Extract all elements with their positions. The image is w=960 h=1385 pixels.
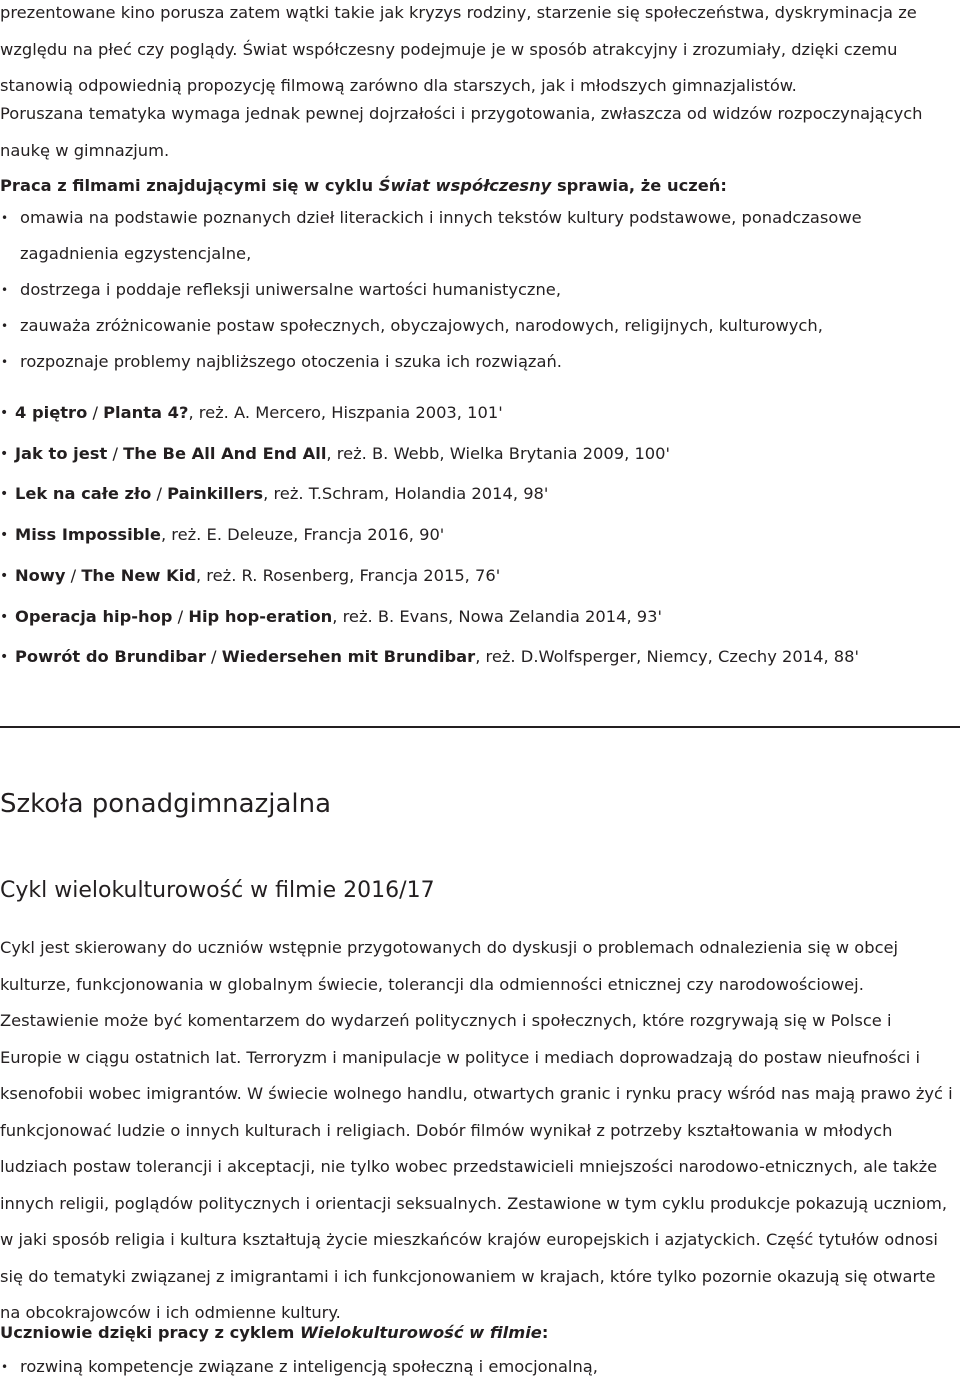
outcomes-lead-text: Praca z filmami znajdującymi się w cyklu [0,176,379,195]
list-item: • rozpoznaje problemy najbliższego otoczenia i szuka ich rozwiązań. [0,344,958,380]
film-list [0,393,958,678]
film-details: , reż. E. Deleuze, Francja 2016, 90' [160,525,445,545]
section-divider [0,726,960,728]
outcomes-list [0,200,958,380]
cycle-lead-text: Uczniowie dzięki pracy z cyklem [0,1323,300,1342]
film-details: , reż. B. Evans, Nowa Zelandia 2014, 93' [332,606,662,626]
list-item: • omawia na podstawie poznanych dzieł literackich i innych tekstów kultury podstawowe, ponadczasowe zagadnienia egzystencjalne, [0,200,958,272]
list-item: • zauważa zróżnicowanie postaw społecznych, obyczajowych, narodowych, religijnych, kulturowych, [0,308,958,344]
title-separator: / [107,443,124,463]
film-title: Operacja hip-hop [15,606,173,626]
intro-paragraph-2: Poruszana tematyka wymaga jednak pewnej dojrzałości i przygotowania, zwłaszcza od widzów rozpoczynających naukę w gimnazjum. [0,104,923,160]
cycle-name: Świat współczesny [378,176,552,195]
film-original-title: Wiedersehen mit Brundibar [221,647,476,667]
title-separator: / [65,565,82,585]
list-item: • rozwiną kompetencje związane z inteligencją społeczną i emocjonalną, [0,1349,958,1385]
outcomes-lead [0,168,727,204]
film-original-title: Planta 4? [103,403,189,422]
title-separator: / [172,606,189,626]
film-item [0,515,958,556]
cycle-description: Cykl jest skierowany do uczniów wstępnie przygotowanych do dyskusji o problemach odnalezienia się w obcej kulturze, funkcjonowania w globalnym świecie, tolerancji dla odmienności etnicznej czy narodowościowej. Zestawienie może być komentarzem do wydarzeń politycznych i społecznych, które rozgrywają się w Polsce i Europie w ciągu ostatnich lat. Terroryzm i manipulacje w polityce i mediach doprowadzają do postaw nieufności i ksenofobii wobec imigrantów. W świecie wolnego handlu, otwartych granic i rynku pracy wśród nas mają prawo żyć i funkcjonować ludzie o innych kulturach i religiach. Dobór filmów wynikał z potrzeby kształtowania w młodych ludziach postaw tolerancji i akceptacji, nie tylko wobec przedstawicieli mniejszości narodowo-etnicznych, ale także innych religii, poglądów politycznych i orientacji seksualnych. Zestawione w tym cyklu produkcje pokazują uczniom, w jaki sposób religia i kultura kształtują życie mieszkańców krajów europejskich i azjatyckich. Część tytułów odnosi się do tematyki związanej z imigrantami i ich funkcjonowaniem w krajach, które tylko pozornie okazują się otwarte na obcokrajowców i ich odmienne kultury. [0,938,953,1322]
film-title: Nowy [15,565,66,585]
film-details: , reż. A. Mercero, Hiszpania 2003, 101' [188,403,503,422]
cycle-lead-tail: : [541,1323,549,1342]
film-item [0,597,958,638]
outcomes-lead-tail: sprawia, że uczeń: [551,176,727,195]
film-original-title: Painkillers [167,484,264,504]
film-details: , reż. D.Wolfsperger, Niemcy, Czechy 2014, 88' [475,647,860,667]
film-details: , reż. T.Schram, Holandia 2014, 98' [263,484,549,504]
film-title: Powrót do Brundibar [15,647,206,667]
film-item [0,474,958,515]
cycle-name: Wielokulturowość w filmie [299,1323,542,1342]
title-separator: / [205,647,222,667]
film-original-title: The Be All And End All [123,443,327,463]
intro-paragraph-1: prezentowane kino porusza zatem wątki takie jak kryzys rodziny, starzenie się społeczeństwa, dyskryminacja ze względu na płeć czy poglądy. Świat współczesny podejmuje je w sposób atrakcyjny i zrozumiały, dzięki czemu stanowią odpowiednią propozycję filmową zarówno dla starszych, jak i młodszych gimnazjalistów. [0,3,917,95]
film-title: Jak to jest [15,443,108,463]
cycle-outcomes-lead [0,1315,548,1351]
film-title: 4 piętro [15,403,88,422]
film-details: , reż. R. Rosenberg, Francja 2015, 76' [195,565,501,585]
list-item: • dostrzega i poddaje refleksji uniwersalne wartości humanistyczne, [0,272,958,308]
film-original-title: Hip hop-eration [188,606,333,626]
film-original-title: The New Kid [81,565,196,585]
film-item [0,393,958,434]
section-heading: Szkoła ponadgimnazjalna [0,789,332,819]
film-item [0,434,958,475]
film-item [0,556,958,597]
cycle-heading: Cykl wielokulturowość w filmie 2016/17 [0,878,435,903]
film-details: , reż. B. Webb, Wielka Brytania 2009, 100' [326,443,670,463]
film-title: Miss Impossible [15,525,161,545]
title-separator: / [151,484,168,504]
title-separator: / [87,403,104,422]
film-title: Lek na całe zło [15,484,152,504]
film-item [0,637,958,678]
